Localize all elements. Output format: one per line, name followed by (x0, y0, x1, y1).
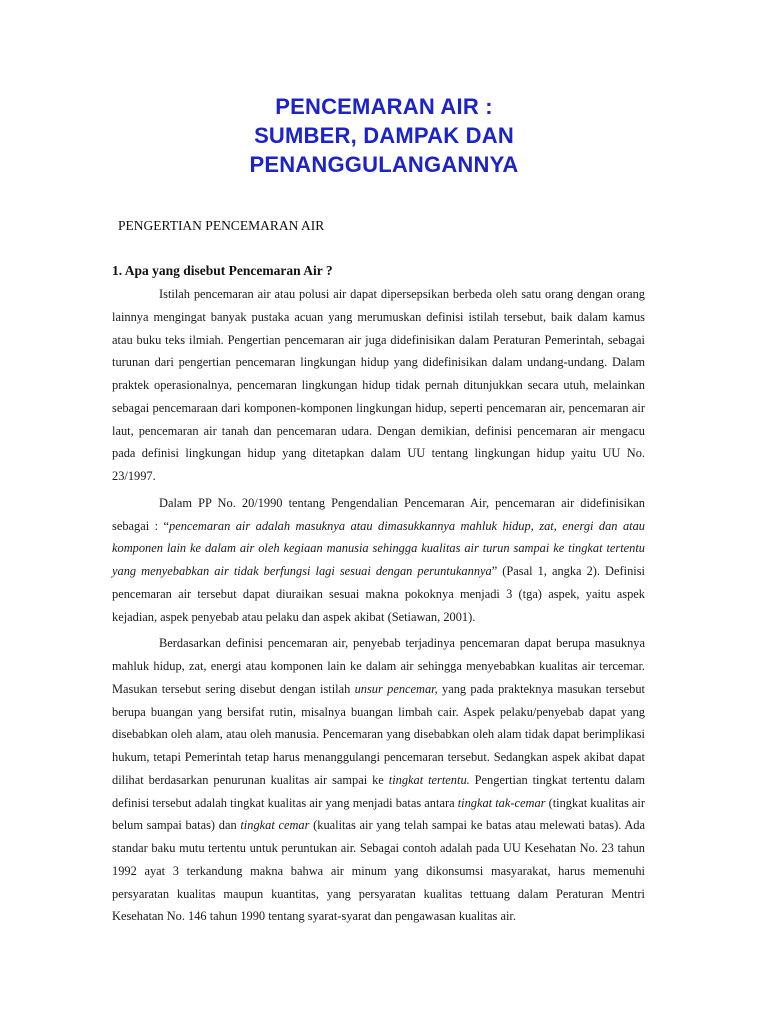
document-title (0, 92, 768, 179)
title-line-2: SUMBER, DAMPAK DAN (254, 123, 514, 148)
paragraph-3-italic-2: tingkat tertentu. (388, 772, 470, 787)
paragraph-3 (112, 632, 645, 928)
paragraph-2-text-b: ” (Pasal 1, angka 2). Definisi pencemaran air tersebut dapat diuraikan sesuai makna pokoknya menjadi 3 (tga) aspek, yaitu aspek kejadian, aspek penyebab atau pelaku dan aspek akibat (Setiawan, 2001). (112, 564, 645, 624)
paragraph-3-italic-3: tingkat tak-cemar (457, 795, 546, 810)
paragraph-3-text-2: yang pada prakteknya masukan tersebut berupa buangan yang bersifat rutin, misalnya buangan limbah cair. Aspek pelaku/penyebab dapat yang disebabkan oleh alam, atau oleh manusia. Pencemaran yang disebabkan oleh alam tidak dapat berimplikasi hukum, tetapi Pemerintah tetap harus menanggulangi pencemaran tersebut. Sedangkan aspek akibat dapat dilihat berdasarkan penurunan kualitas air sampai ke (112, 681, 645, 787)
paragraph-2-text-a: Dalam PP No. 20/1990 tentang Pengendalian Pencemaran Air, pencemaran air didefinisikan sebagai : “ (112, 495, 645, 533)
question-heading: 1. Apa yang disebut Pencemaran Air ? (112, 263, 333, 278)
document-body (112, 283, 645, 932)
title-line-3: PENANGGULANGANNYA (249, 152, 519, 177)
paragraph-2-quote: pencemaran air adalah masuknya atau dimasukkannya mahluk hidup, zat, energi dan atau komponen lain ke dalam air oleh kegiaan manusia sehingga kualitas air turun sampai ke tingkat tertentu yang menyebabkan air tidak berfungsi lagi sesuai dengan peruntukannya (112, 518, 645, 578)
paragraph-3-text-4: (tingkat kualitas air belum sampai batas) dan (112, 795, 645, 833)
paragraph-3-italic-4: tingkat cemar (240, 818, 310, 833)
paragraph-3-text-1: Berdasarkan definisi pencemaran air, penyebab terjadinya pencemaran dapat berupa masuknya mahluk hidup, zat, energi atau komponen lain ke dalam air sehingga menyebabkan kualitas air tercemar. Masukan tersebut sering disebut dengan istilah (112, 636, 645, 696)
paragraph-3-text-5: (kualitas air yang telah sampai ke batas atau melewati batas). Ada standar baku mutu tertentu untuk peruntukan air. Sebagai contoh adalah pada UU Kesehatan No. 23 tahun 1992 ayat 3 terkandung makna bahwa air minum yang dikonsumsi masyarakat, harus memenuhi persyaratan kualitas maupun kuantitas, yang persyaratan kualitas tettuang dalam Peraturan Mentri Kesehatan No. 146 tahun 1990 tentang syarat-syarat dan pengawasan kualitas air. (112, 818, 646, 924)
paragraph-1 (112, 283, 645, 488)
paragraph-1-text: Istilah pencemaran air atau polusi air dapat dipersepsikan berbeda oleh satu orang dengan orang lainnya mengingat banyak pustaka acuan yang merumuskan definisi istilah tersebut, baik dalam kamus atau buku teks ilmiah. Pengertian pencemaran air juga didefinisikan dalam Peraturan Pemerintah, sebagai turunan dari pengertian pencemaran lingkungan hidup yang didefinisikan dalam undang-undang. Dalam praktek operasionalnya, pencemaran lingkungan hidup tidak pernah ditunjukkan secara utuh, melainkan sebagai pencemaraan dari komponen-komponen lingkungan hidup, seperti pencemaran air, pencemaran air laut, pencemaran air tanah dan pencemaran udara. Dengan demikian, definisi pencemaran air mengacu pada definisi lingkungan hidup yang ditetapkan dalam UU tentang lingkungan hidup yaitu UU No. 23/1997. (112, 287, 645, 483)
paragraph-3-italic-1: unsur pencemar, (354, 681, 438, 696)
paragraph-2 (112, 492, 645, 629)
paragraph-3-text-3: Pengertian tingkat tertentu dalam definisi tersebut adalah tingkat kualitas air yang menjadi batas antara (112, 772, 645, 810)
section-heading: PENGERTIAN PENCEMARAN AIR (118, 218, 325, 233)
title-line-1: PENCEMARAN AIR : (275, 94, 493, 119)
